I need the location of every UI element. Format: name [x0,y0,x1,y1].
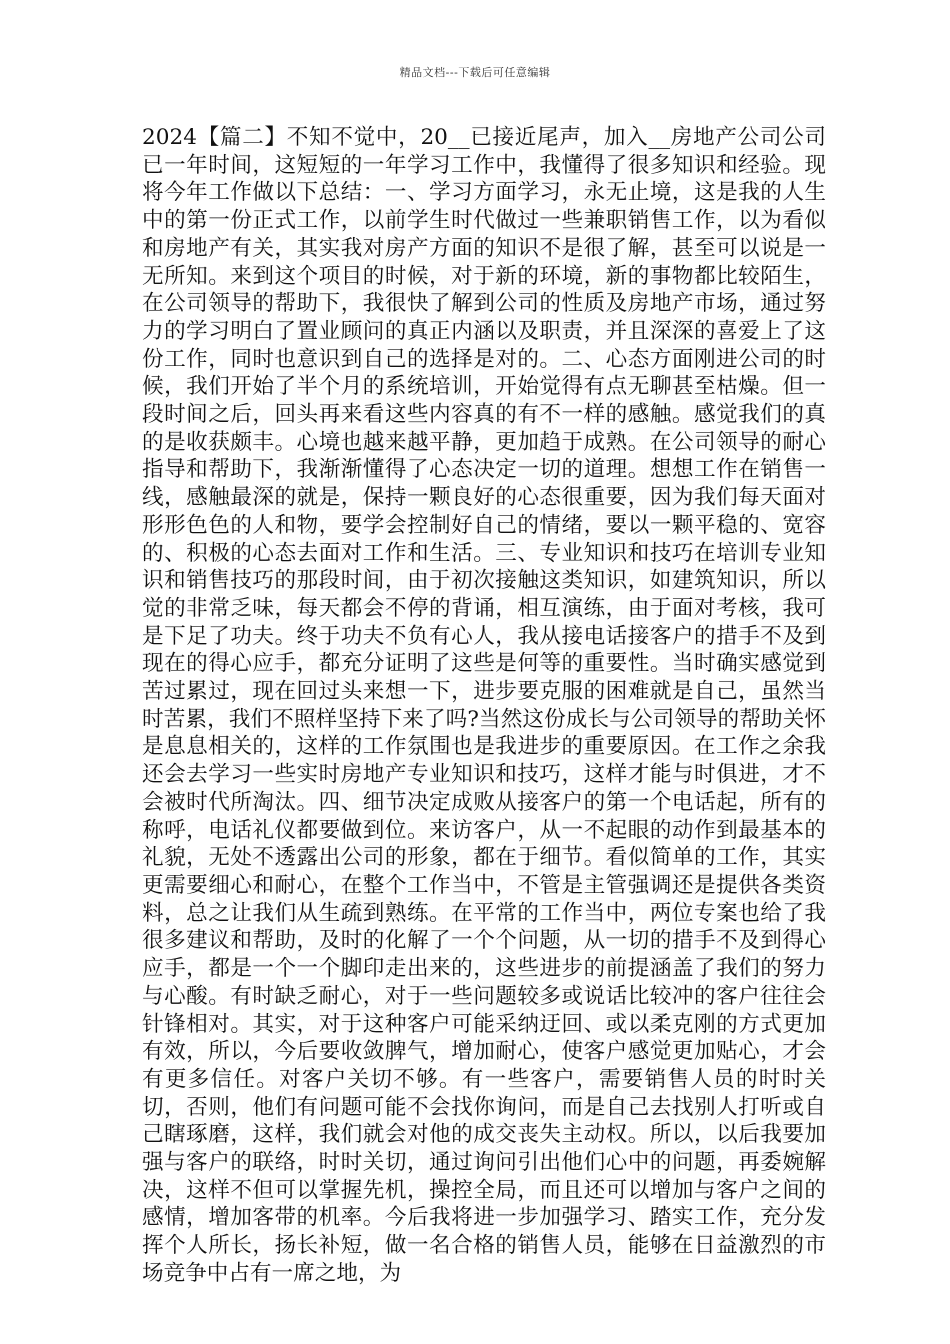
document-body-text: 2024【篇二】不知不觉中，20__已接近尾声，加入__房地产公司公司已一年时间，这短短的一年学习工作中，我懂得了很多知识和经验。现将今年工作做以下总结：一、学习方面学习，永无止境，这是我的人生中的第一份正式工作，以前学生时代做过一些兼职销售工作，以为看似和房地产有关，其实我对房产方面的知识不是很了解，甚至可以说是一无所知。来到这个项目的时候，对于新的环境，新的事物都比较陌生，在公司领导的帮助下，我很快了解到公司的性质及房地产市场，通过努力的学习明白了置业顾问的真正内涵以及职责，并且深深的喜爱上了这份工作，同时也意识到自己的选择是对的。二、心态方面刚进公司的时候，我们开始了半个月的系统培训，开始觉得有点无聊甚至枯燥。但一段时间之后，回头再来看这些内容真的有不一样的感触。感觉我们的真的是收获颇丰。心境也越来越平静，更加趋于成熟。在公司领导的耐心指导和帮助下，我渐渐懂得了心态决定一切的道理。想想工作在销售一线，感触最深的就是，保持一颗良好的心态很重要，因为我们每天面对形形色色的人和物，要学会控制好自己的情绪，要以一颗平稳的、宽容的、积极的心态去面对工作和生活。三、专业知识和技巧在培训专业知识和销售技巧的那段时间，由于初次接触这类知识，如建筑知识，所以觉的非常乏味，每天都会不停的背诵，相互演练，由于面对考核，我可是下足了功夫。终于功夫不负有心人，我从接电话接客户的措手不及到现在的得心应手，都充分证明了这些是何等的重要性。当时确实感觉到苦过累过，现在回过头来想一下，进步要克服的困难就是自己，虽然当时苦累，我们不照样坚持下来了吗?当然这份成长与公司领导的帮助关怀是息息相关的，这样的工作氛围也是我进步的重要原因。在工作之余我还会去学习一些实时房地产专业知识和技巧，这样才能与时俱进，才不会被时代所淘汰。四、细节决定成败从接客户的第一个电话起，所有的称呼，电话礼仪都要做到位。来访客户，从一不起眼的动作到最基本的礼貌，无处不透露出公司的形象，都在于细节。看似简单的工作，其实更需要细心和耐心，在整个工作当中，不管是主管强调还是提供各类资料，总之让我们从生疏到熟练。在平常的工作当中，两位专案也给了我很多建议和帮助，及时的化解了一个个问题，从一切的措手不及到得心应手，都是一个一个脚印走出来的，这些进步的前提涵盖了我们的努力与心酸。有时缺乏耐心，对于一些问题较多或说话比较冲的客户往往会针锋相对。其实，对于这种客户可能采纳迂回、或以柔克刚的方式更加有效，所以，今后要收敛脾气，增加耐心，使客户感觉更加贴心，才会有更多信任。对客户关切不够。有一些客户，需要销售人员的时时关切，否则，他们有问题可能不会找你询问，而是自己去找别人打听或自己瞎琢磨，这样，我们就会对他的成交丧失主动权。所以，以后我要加强与客户的联络，时时关切，通过询问引出他们心中的问题，再委婉解决，这样不但可以掌握先机，操控全局，而且还可以增加与客户之间的感情，增加客带的机率。今后我将进一步加强学习、踏实工作，充分发挥个人所长，扬长补短，做一名合格的销售人员，能够在日益激烈的市场竞争中占有一席之地，为 [142,125,826,1286]
page-header: 精品文档---下载后可任意编辑 [399,66,551,79]
